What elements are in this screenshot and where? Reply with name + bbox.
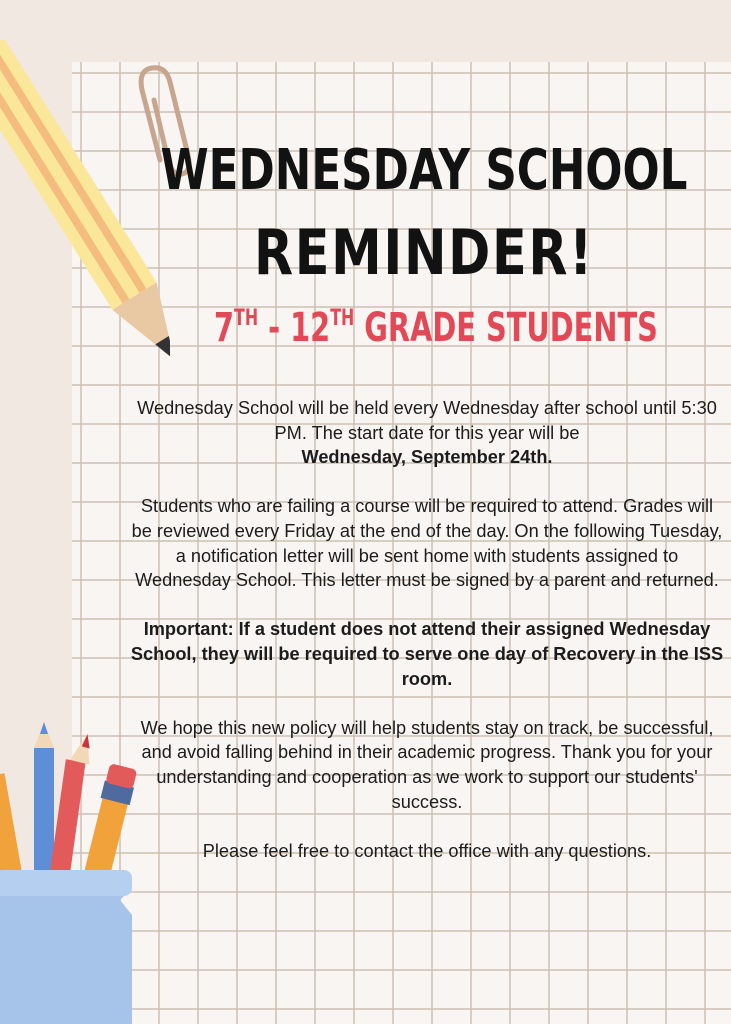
title-line-1: WEDNESDAY SCHOOL bbox=[160, 138, 688, 203]
title-line-2: REMINDER! bbox=[254, 216, 594, 289]
schedule-text: Wednesday School will be held every Wednesday after school until 5:30 PM. The start date for this year will be bbox=[137, 398, 717, 443]
start-date: Wednesday, September 24th. bbox=[301, 447, 553, 468]
attendance-paragraph: Students who are failing a course will be required to attend. Grades will be reviewed every Friday at the end of the day. On the following Tuesday, a notification letter will be sent home with students assigned to Wednesday School. This letter must be signed by a parent and returned. bbox=[131, 496, 723, 591]
grade-from: 7 bbox=[213, 305, 235, 351]
contact-paragraph: Please feel free to contact the office with any questions. bbox=[202, 840, 652, 861]
important-paragraph: Important: If a student does not attend their assigned Wednesday School, they will be required to serve one day of Recovery in the ISS room. bbox=[130, 619, 724, 689]
grade-to: 12 bbox=[290, 305, 331, 351]
grade-separator: - bbox=[258, 305, 291, 351]
grade-to-suffix: TH bbox=[330, 306, 355, 331]
schedule-paragraph bbox=[130, 396, 724, 470]
notice-body bbox=[130, 396, 724, 888]
grade-label: GRADE STUDENTS bbox=[354, 305, 658, 351]
grade-range-subtitle bbox=[213, 305, 658, 351]
grade-from-suffix: TH bbox=[234, 306, 259, 331]
policy-paragraph: We hope this new policy will help students stay on track, be successful, and avoid falling behind in their academic progress. Thank you for your understanding and cooperation as we work to support our students' success. bbox=[140, 717, 714, 812]
pencil-cup-illustration bbox=[0, 720, 140, 1024]
